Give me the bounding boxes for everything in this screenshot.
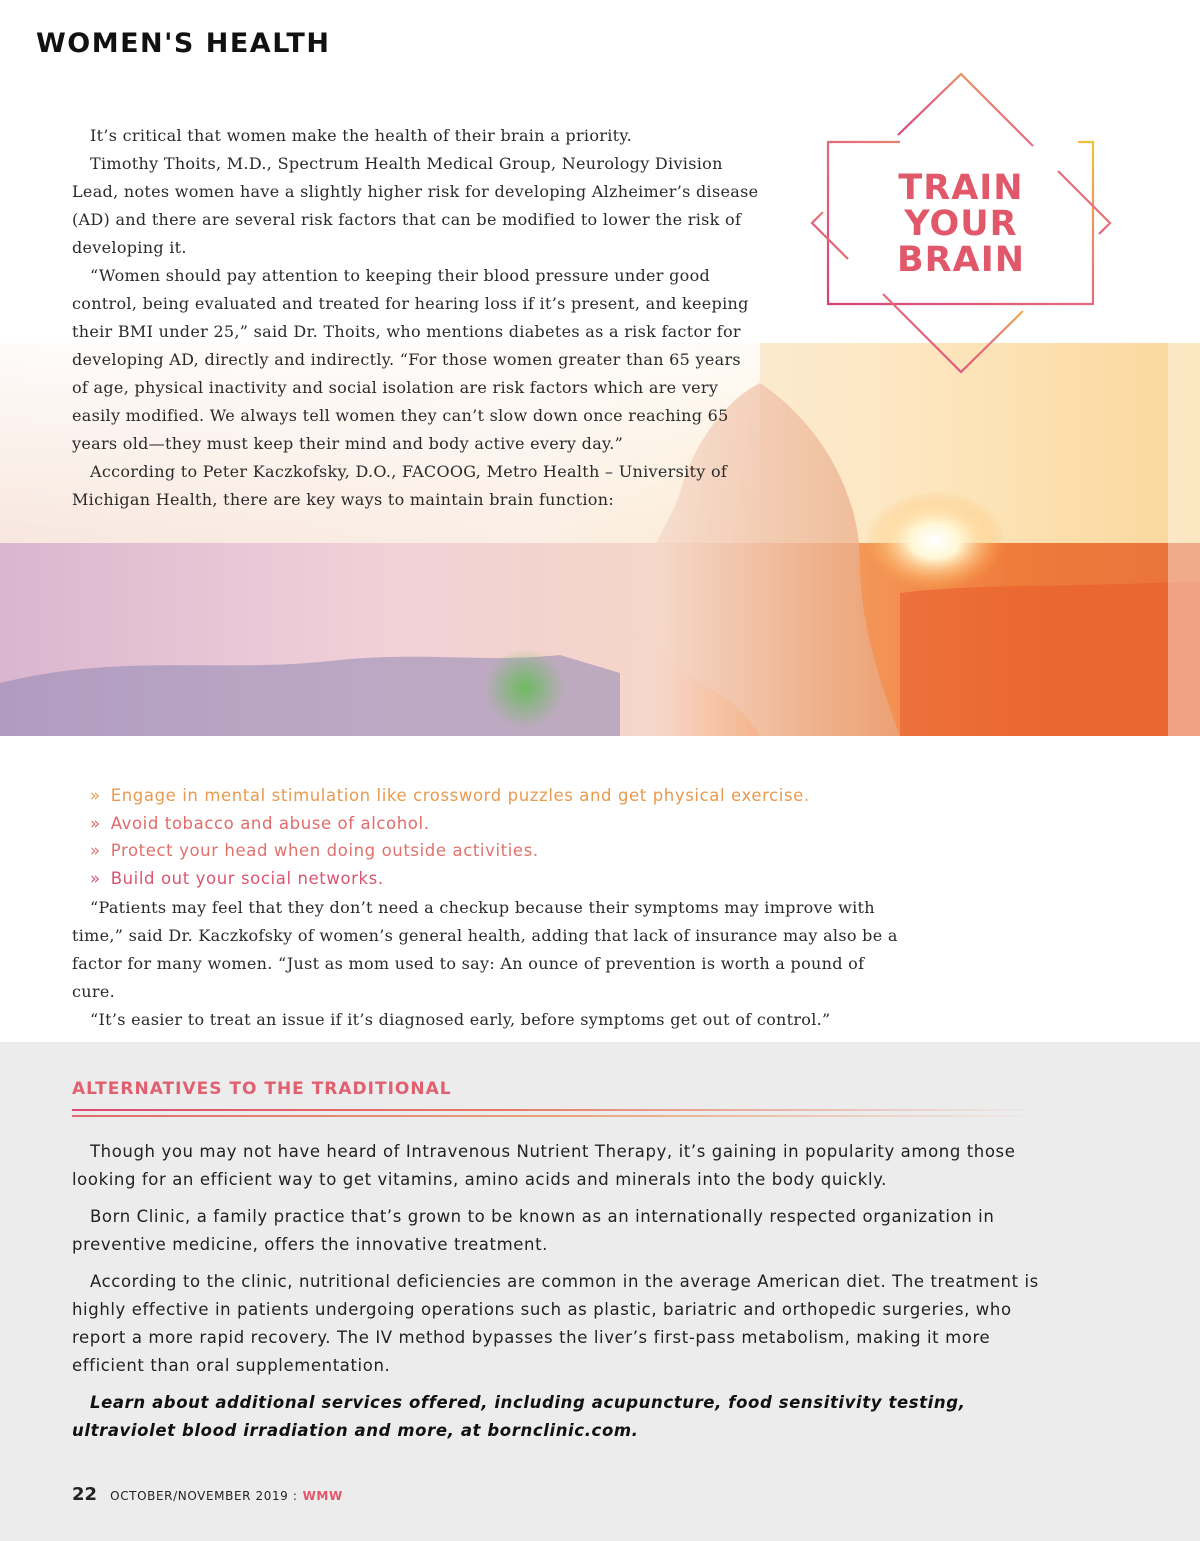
sidebar-paragraph: Though you may not have heard of Intravenous Nutrient Therapy, it’s gaining in popularity among those looking for an efficient way to get vitamins, amino acids and minerals into the body quickly. bbox=[72, 1142, 1016, 1189]
brain-tips-list bbox=[90, 782, 810, 893]
sidebar-call-to-action: Learn about additional services offered, including acupuncture, food sensitivity testing, ultraviolet blood irradiation and more, at bornclinic.com. bbox=[72, 1393, 966, 1440]
closing-article-text bbox=[72, 894, 902, 1034]
heading-divider bbox=[72, 1109, 1042, 1111]
section-title: WOMEN'S HEALTH bbox=[36, 28, 331, 59]
intro-paragraph: “Women should pay attention to keeping their blood pressure under good control, being evaluated and treated for hearing loss if it’s present, and keeping their BMI under 25,” said Dr. Thoits, who mentions diabetes as a risk factor for developing AD, directly and indirectly. “For those women greater than 65 years of age, physical inactivity and social isolation are risk factors which are very easily modified. We always tell women they can’t slow down once reaching 65 years old—they must keep their mind and body active every day.” bbox=[72, 266, 749, 453]
list-item bbox=[90, 810, 810, 838]
intro-article-text bbox=[72, 122, 762, 514]
sidebar-paragraph: According to the clinic, nutritional deficiencies are common in the average American diet. The treatment is highly effective in patients undergoing operations such as plastic, bariatric and orthopedic surgeries, who report a more rapid recovery. The IV method bypasses the liver’s first-pass metabolism, making it more efficient than oral supplementation. bbox=[72, 1272, 1039, 1375]
bullet-chevron-icon: » bbox=[90, 869, 101, 889]
logo-word-brain: BRAIN bbox=[896, 240, 1026, 280]
logo-wordmark bbox=[808, 170, 1114, 278]
list-item bbox=[90, 837, 810, 865]
train-your-brain-logo bbox=[808, 70, 1114, 376]
page-footer bbox=[72, 1484, 343, 1505]
bullet-chevron-icon: » bbox=[90, 841, 101, 861]
page-number: 22 bbox=[72, 1484, 98, 1505]
tip-text: Engage in mental stimulation like crossword puzzles and get physical exercise. bbox=[110, 786, 810, 805]
sidebar-text bbox=[72, 1138, 1062, 1454]
logo-word-train: TRAIN bbox=[898, 168, 1024, 208]
closing-paragraph: “Patients may feel that they don’t need a checkup because their symptoms may improve with time,” said Dr. Kaczkofsky of women’s general health, adding that lack of insurance may also be a factor for many women. “Just as mom used to say: An ounce of prevention is worth a pound of cure. bbox=[72, 898, 898, 1001]
bullet-chevron-icon: » bbox=[90, 786, 101, 805]
tip-text: Build out your social networks. bbox=[110, 869, 384, 889]
magazine-name: WMW bbox=[302, 1489, 343, 1503]
issue-date: OCTOBER/NOVEMBER 2019 : bbox=[110, 1489, 298, 1503]
list-item bbox=[90, 782, 810, 810]
intro-paragraph: According to Peter Kaczkofsky, D.O., FACOOG, Metro Health – University of Michigan Health, there are key ways to maintain brain function: bbox=[72, 462, 728, 509]
tip-text: Protect your head when doing outside activities. bbox=[110, 841, 539, 861]
heading-divider bbox=[72, 1115, 1042, 1117]
tip-text: Avoid tobacco and abuse of alcohol. bbox=[110, 813, 430, 833]
sidebar-heading: ALTERNATIVES TO THE TRADITIONAL bbox=[72, 1079, 452, 1099]
logo-word-your: YOUR bbox=[904, 204, 1018, 244]
intro-paragraph: It’s critical that women make the health of their brain a priority. bbox=[90, 126, 632, 145]
bullet-chevron-icon: » bbox=[90, 813, 101, 833]
intro-paragraph: Timothy Thoits, M.D., Spectrum Health Medical Group, Neurology Division Lead, notes women have a slightly higher risk for developing Alzheimer’s disease (AD) and there are several risk factors that can be modified to lower the risk of developing it. bbox=[72, 154, 759, 257]
sidebar-paragraph: Born Clinic, a family practice that’s grown to be known as an internationally respected organization in preventive medicine, offers the innovative treatment. bbox=[72, 1207, 995, 1254]
list-item bbox=[90, 865, 810, 893]
closing-paragraph: “It’s easier to treat an issue if it’s diagnosed early, before symptoms get out of control.” bbox=[90, 1010, 831, 1029]
